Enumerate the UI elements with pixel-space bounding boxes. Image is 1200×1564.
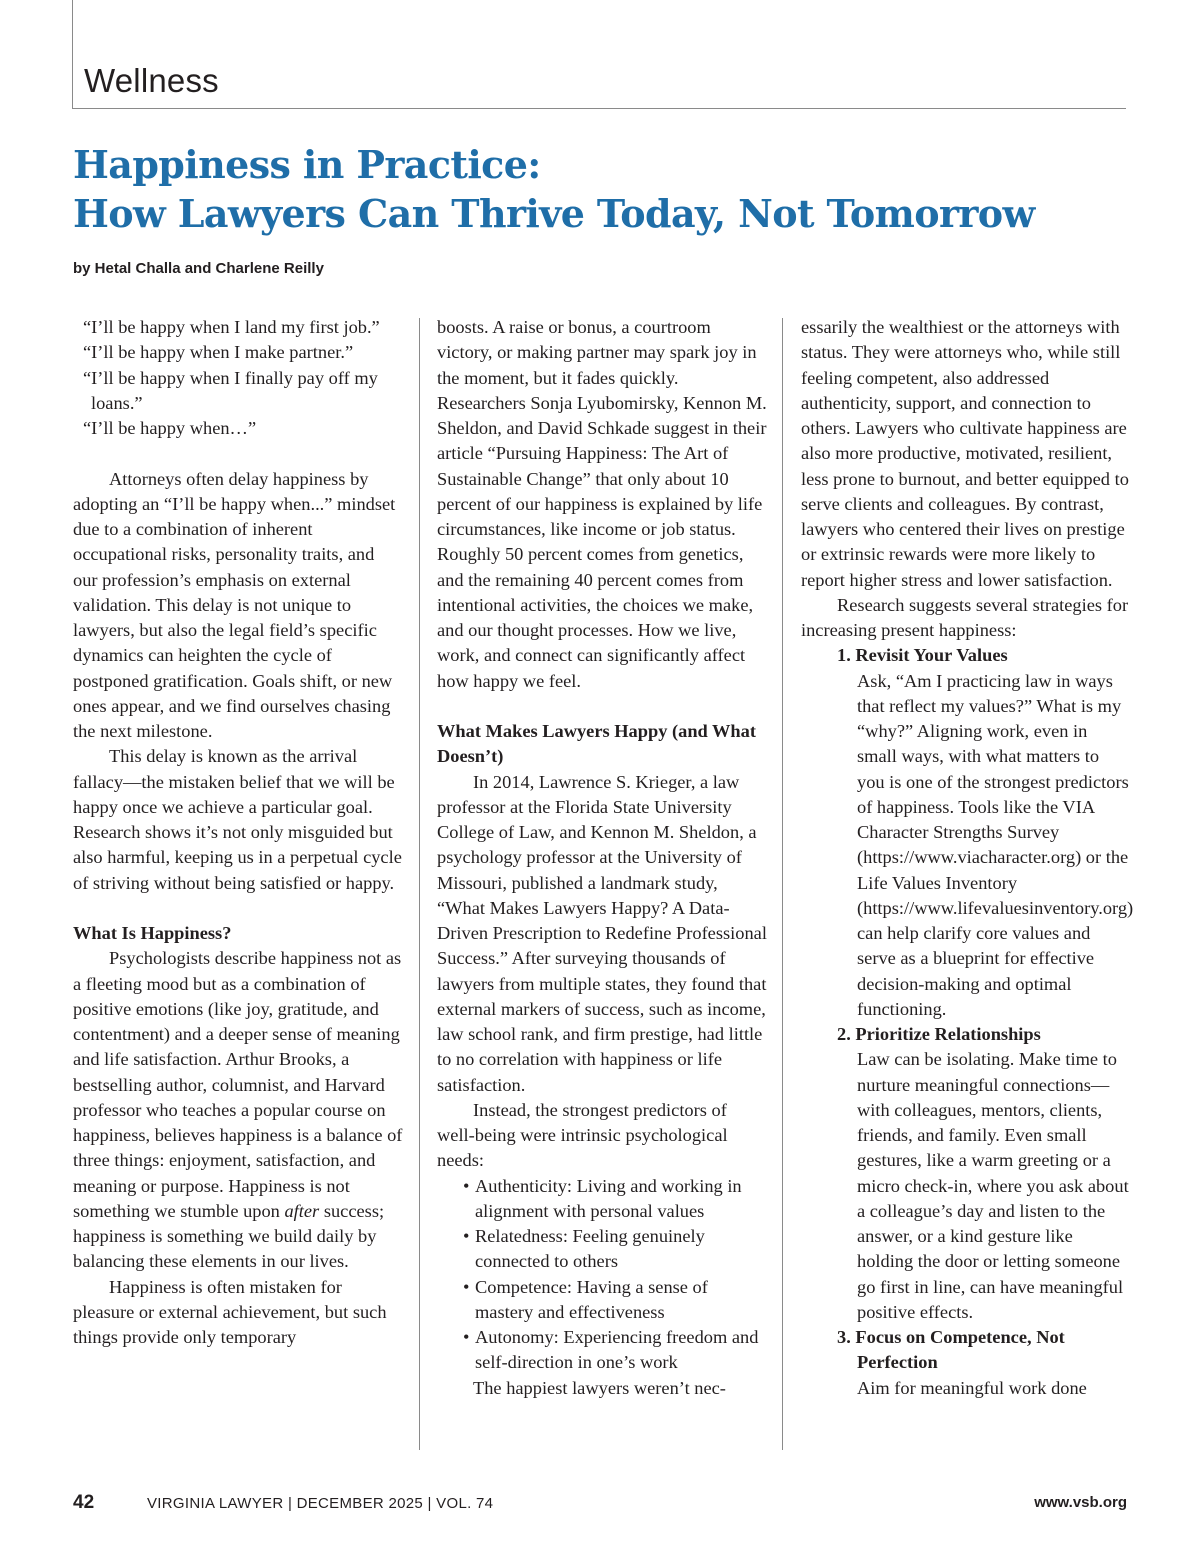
magazine-issue: VIRGINIA LAWYER | DECEMBER 2025 | VOL. 74 [147,1495,494,1512]
paragraph: Attorneys often delay happiness by adopting an “I’ll be happy when...” mindset due to a combination of inherent occupational risks, personality traits, and our profession’s emphasis on external validation. This delay is not unique to lawyers, but also the legal field’s specific dynamics can heighten the cycle of postponed gratification. Goals shift, or new ones appear, and we find ourselves chasing the next milestone. [73,468,396,741]
subheading-what-makes-lawyers-happy: What Makes Lawyers Happy (and What Doesn’t) [437,721,756,767]
paragraph: In 2014, Lawrence S. Krieger, a law professor at the Florida State University College of Law, and Kennon M. Sheldon, a psychology professor at the University of Missouri, published a landmark study, “What Makes Lawyers Happy? A Data-Driven Prescription to Redefine Professional Success.” After surveying thousands of lawyers from multiple states, they found that external markers of success, such as income, law school rank, and firm prestige, had little to no correlation with happiness or life satisfaction. [437,771,767,1095]
quote: “I’ll be happy when I land my first job.” [83,317,380,337]
column-divider [419,318,420,1450]
title-line-1: Happiness in Practice: [73,142,541,187]
title-line-2: How Lawyers Can Thrive Today, Not Tomorrow [73,191,1035,236]
strategy-body: Aim for meaningful work done [857,1377,1087,1398]
paragraph-start: The happiest lawyers weren’t nec- [473,1377,726,1398]
paragraph: This delay is known as the arrival fallacy—the mistaken belief that we will be happy once we achieve a particular goal. Research shows it’s not only misguided but also harmful, keeping us in a perpetual cycle of striving without being satisfied or happy. [73,746,402,893]
quote-list [73,315,403,441]
article-title [73,140,1035,238]
column-divider [782,318,783,1450]
quote: “I’ll be happy when I finally pay off my loans.” [83,367,378,413]
subheading-what-is-happiness: What Is Happiness? [73,923,232,943]
strategy-title: 3. Focus on Competence, Not Perfection [837,1327,1065,1373]
column-1 [73,315,403,1350]
list-item: • Competence: Having a sense of mastery and effectiveness [475,1275,769,1326]
list-item: • Authenticity: Living and working in alignment with personal values [475,1174,769,1225]
strategy-list [801,643,1134,1401]
list-item: • Relatedness: Feeling genuinely connected to others [475,1224,769,1275]
paragraph-continued: Happiness is often mistaken for pleasure or external achievement, but such things provide only temporary [73,1276,387,1347]
emphasis: after [284,1200,320,1221]
strategy-body: Law can be isolating. Make time to nurture meaningful connections—with colleagues, mentors, clients, friends, and family. Even small gestures, like a warm greeting or a micro check-in, where you ask about a colleague’s day and listen to the answer, or a kind gesture like holding the door or letting someone go first in line, can have meaningful positive effects. [857,1049,1129,1322]
column-3 [801,315,1134,1401]
paragraph-continuation: boosts. A raise or bonus, a courtroom victory, or making partner may spark joy in the moment, but it fades quickly. Researchers Sonja Lyubomirsky, Kennon M. Sheldon, and David Schkade suggest in their article “Pursuing Happiness: The Art of Sustainable Change” that only about 10 percent of our happiness is explained by life circumstances, like income or job status. Roughly 50 percent comes from genetics, and the remaining 40 percent comes from intentional activities, the choices we make, and our thought processes. How we live, work, and connect can significantly affect how happy we feel. [437,317,767,691]
needs-list [437,1174,769,1376]
byline: by Hetal Challa and Charlene Reilly [73,260,324,277]
strategy-body: Ask, “Am I practicing law in ways that reflect my values?” What is my “why?” Aligning work, even in small ways, with what matters to you is one of the strongest predictors of happiness. Tools like the VIA Character Strengths Survey (https://www.viacharacter.org) or the Life Values Inventory (https://www.lifevaluesinventory.org) can help clarify core values and serve as a blueprint for effective decision-making and optimal functioning. [857,670,1134,1019]
section-label: Wellness [84,62,219,99]
quote: “I’ll be happy when…” [83,418,257,438]
list-item: • Autonomy: Experiencing freedom and self-direction in one’s work [475,1325,769,1376]
paragraph-continuation: essarily the wealthiest or the attorneys with status. They were attorneys who, while still feeling competent, also addressed authenticity, support, and connection to others. Lawyers who cultivate happiness are also more productive, motivated, resilient, less prone to burnout, and better equipped to serve clients and colleagues. By contrast, lawyers who centered their lives on prestige or extrinsic rewards were more likely to report higher stress and lower satisfaction. [801,317,1129,590]
section-rule-vertical [72,0,73,108]
strategy-title: 1. Revisit Your Values [837,645,1008,666]
section-rule-horizontal [72,108,1126,109]
website-link[interactable]: www.vsb.org [1034,1494,1127,1511]
strategy-title: 2. Prioritize Relationships [837,1024,1041,1044]
paragraph: Instead, the strongest predictors of well-being were intrinsic psychological needs: [437,1099,728,1171]
column-2 [437,315,769,1401]
paragraph: Research suggests several strategies for increasing present happiness: [801,594,1129,640]
page-number: 42 [73,1492,95,1513]
quote: “I’ll be happy when I make partner.” [83,342,354,363]
paragraph: Psychologists describe happiness not as a fleeting mood but as a combination of positive emotions (like joy, gratitude, and contentment) and a deeper sense of meaning and life satisfaction. Arthur Brooks, a bestselling author, columnist, and Harvard professor who teaches a popular course on happiness, believes happiness is a balance of three things: enjoyment, satisfaction, and meaning or purpose. Happiness is not something we stumble upon after success; happiness is something we build daily by balancing these elements in our lives. [73,948,403,1272]
